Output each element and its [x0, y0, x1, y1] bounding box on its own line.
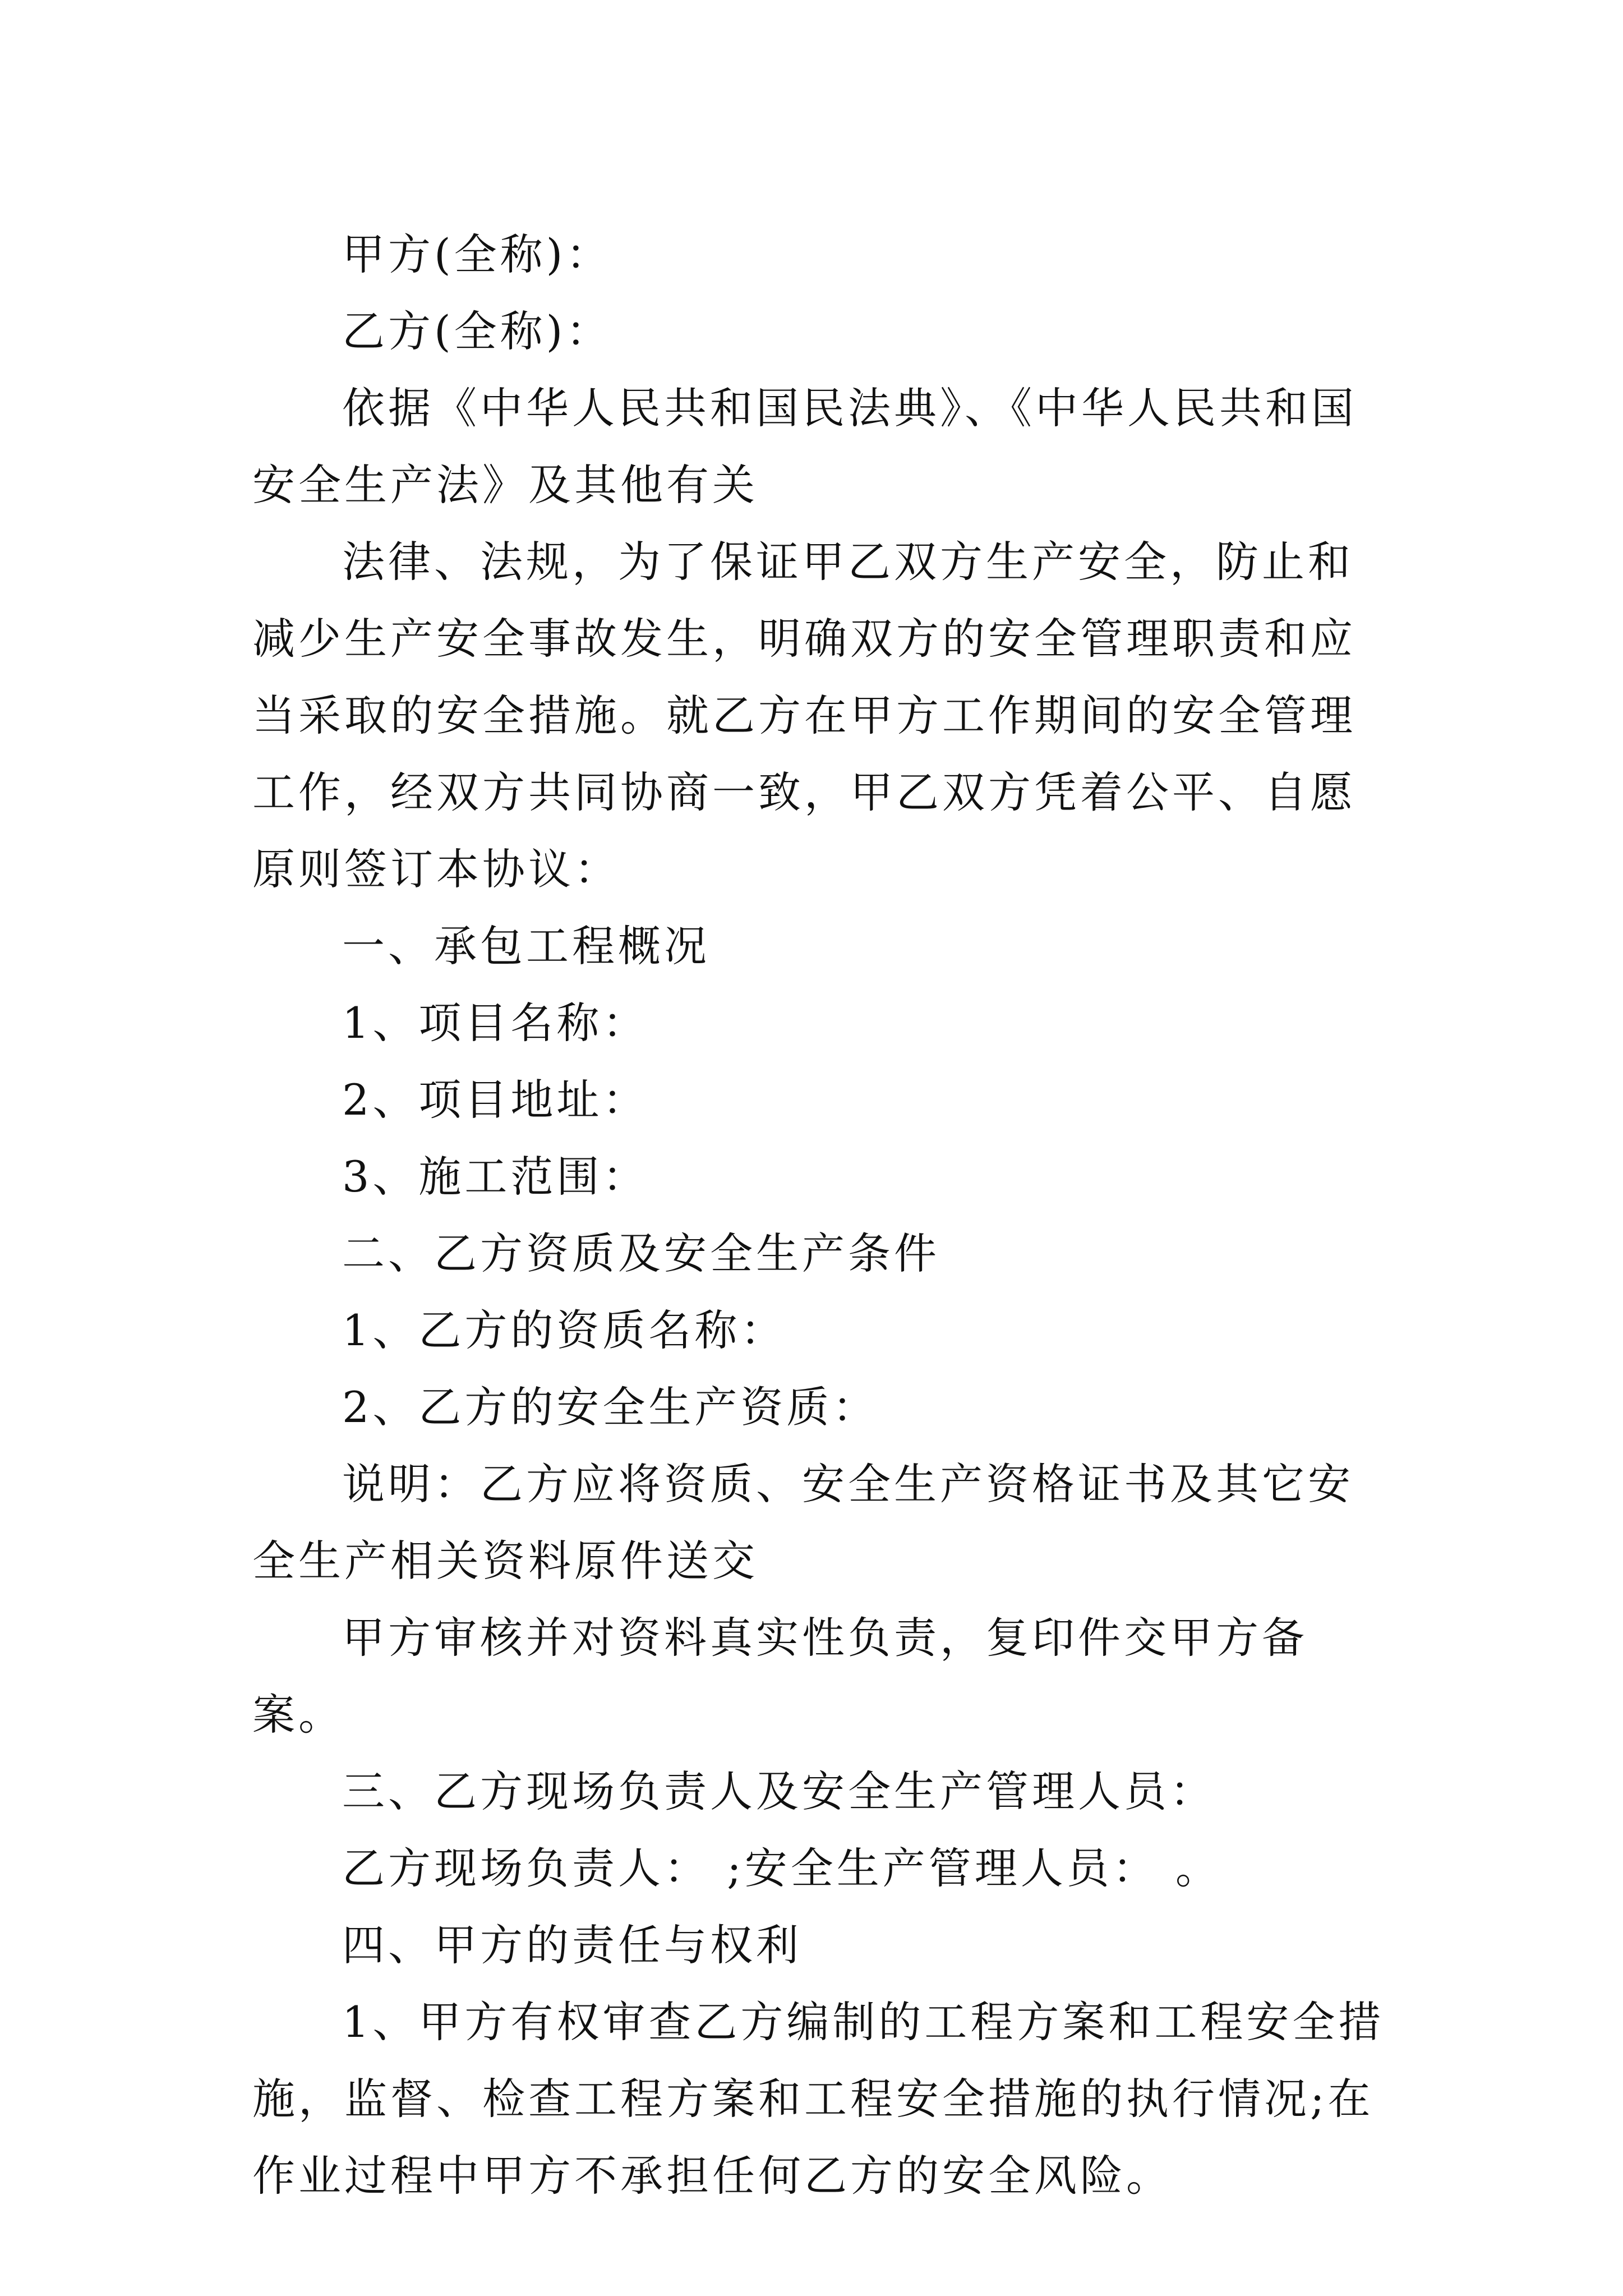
safety-qualification-line: 2、乙方的安全生产资质： [342, 1382, 879, 1432]
document-body [252, 216, 1385, 2214]
section-heading-3: 三、乙方现场负责人及安全生产管理人员： [342, 1766, 1216, 1816]
construction-scope-line: 3、施工范围： [342, 1152, 649, 1202]
personnel-line: 乙方现场负责人： ;安全生产管理人员： 。 [342, 1843, 1221, 1893]
basis-paragraph: 依据《中华人民共和国民法典》、《中华人民共和国安全生产法》及其他有关 [252, 383, 1357, 510]
party-b-line: 乙方(全称)： [342, 306, 612, 356]
section-heading-2: 二、乙方资质及安全生产条件 [342, 1228, 940, 1278]
project-address-line: 2、项目地址： [342, 1075, 649, 1125]
qualification-name-line: 1、乙方的资质名称： [342, 1305, 787, 1355]
review-paragraph: 甲方审核并对资料真实性负责，复印件交甲方备案。 [252, 1613, 1308, 1740]
project-name-line: 1、项目名称： [342, 998, 649, 1048]
party-a-line: 甲方(全称)： [342, 229, 612, 279]
explanation-paragraph: 说明：乙方应将资质、安全生产资格证书及其它安全生产相关资料原件送交 [252, 1459, 1354, 1586]
party-a-rights-paragraph: 1、甲方有权审查乙方编制的工程方案和工程安全措施，监督、检查工程方案和工程安全措施的执行情况;在作业过程中甲方不承担任何乙方的安全风险。 [252, 1997, 1385, 2201]
section-heading-4: 四、甲方的责任与权利 [342, 1920, 802, 1970]
section-heading-1: 一、承包工程概况 [342, 921, 710, 971]
purpose-paragraph: 法律、法规，为了保证甲乙双方生产安全，防止和减少生产安全事故发生，明确双方的安全管理职责和应当采取的安全措施。就乙方在甲方工作期间的安全管理工作，经双方共同协商一致，甲乙双方凭着公平、自愿原则签订本协议： [252, 537, 1356, 894]
